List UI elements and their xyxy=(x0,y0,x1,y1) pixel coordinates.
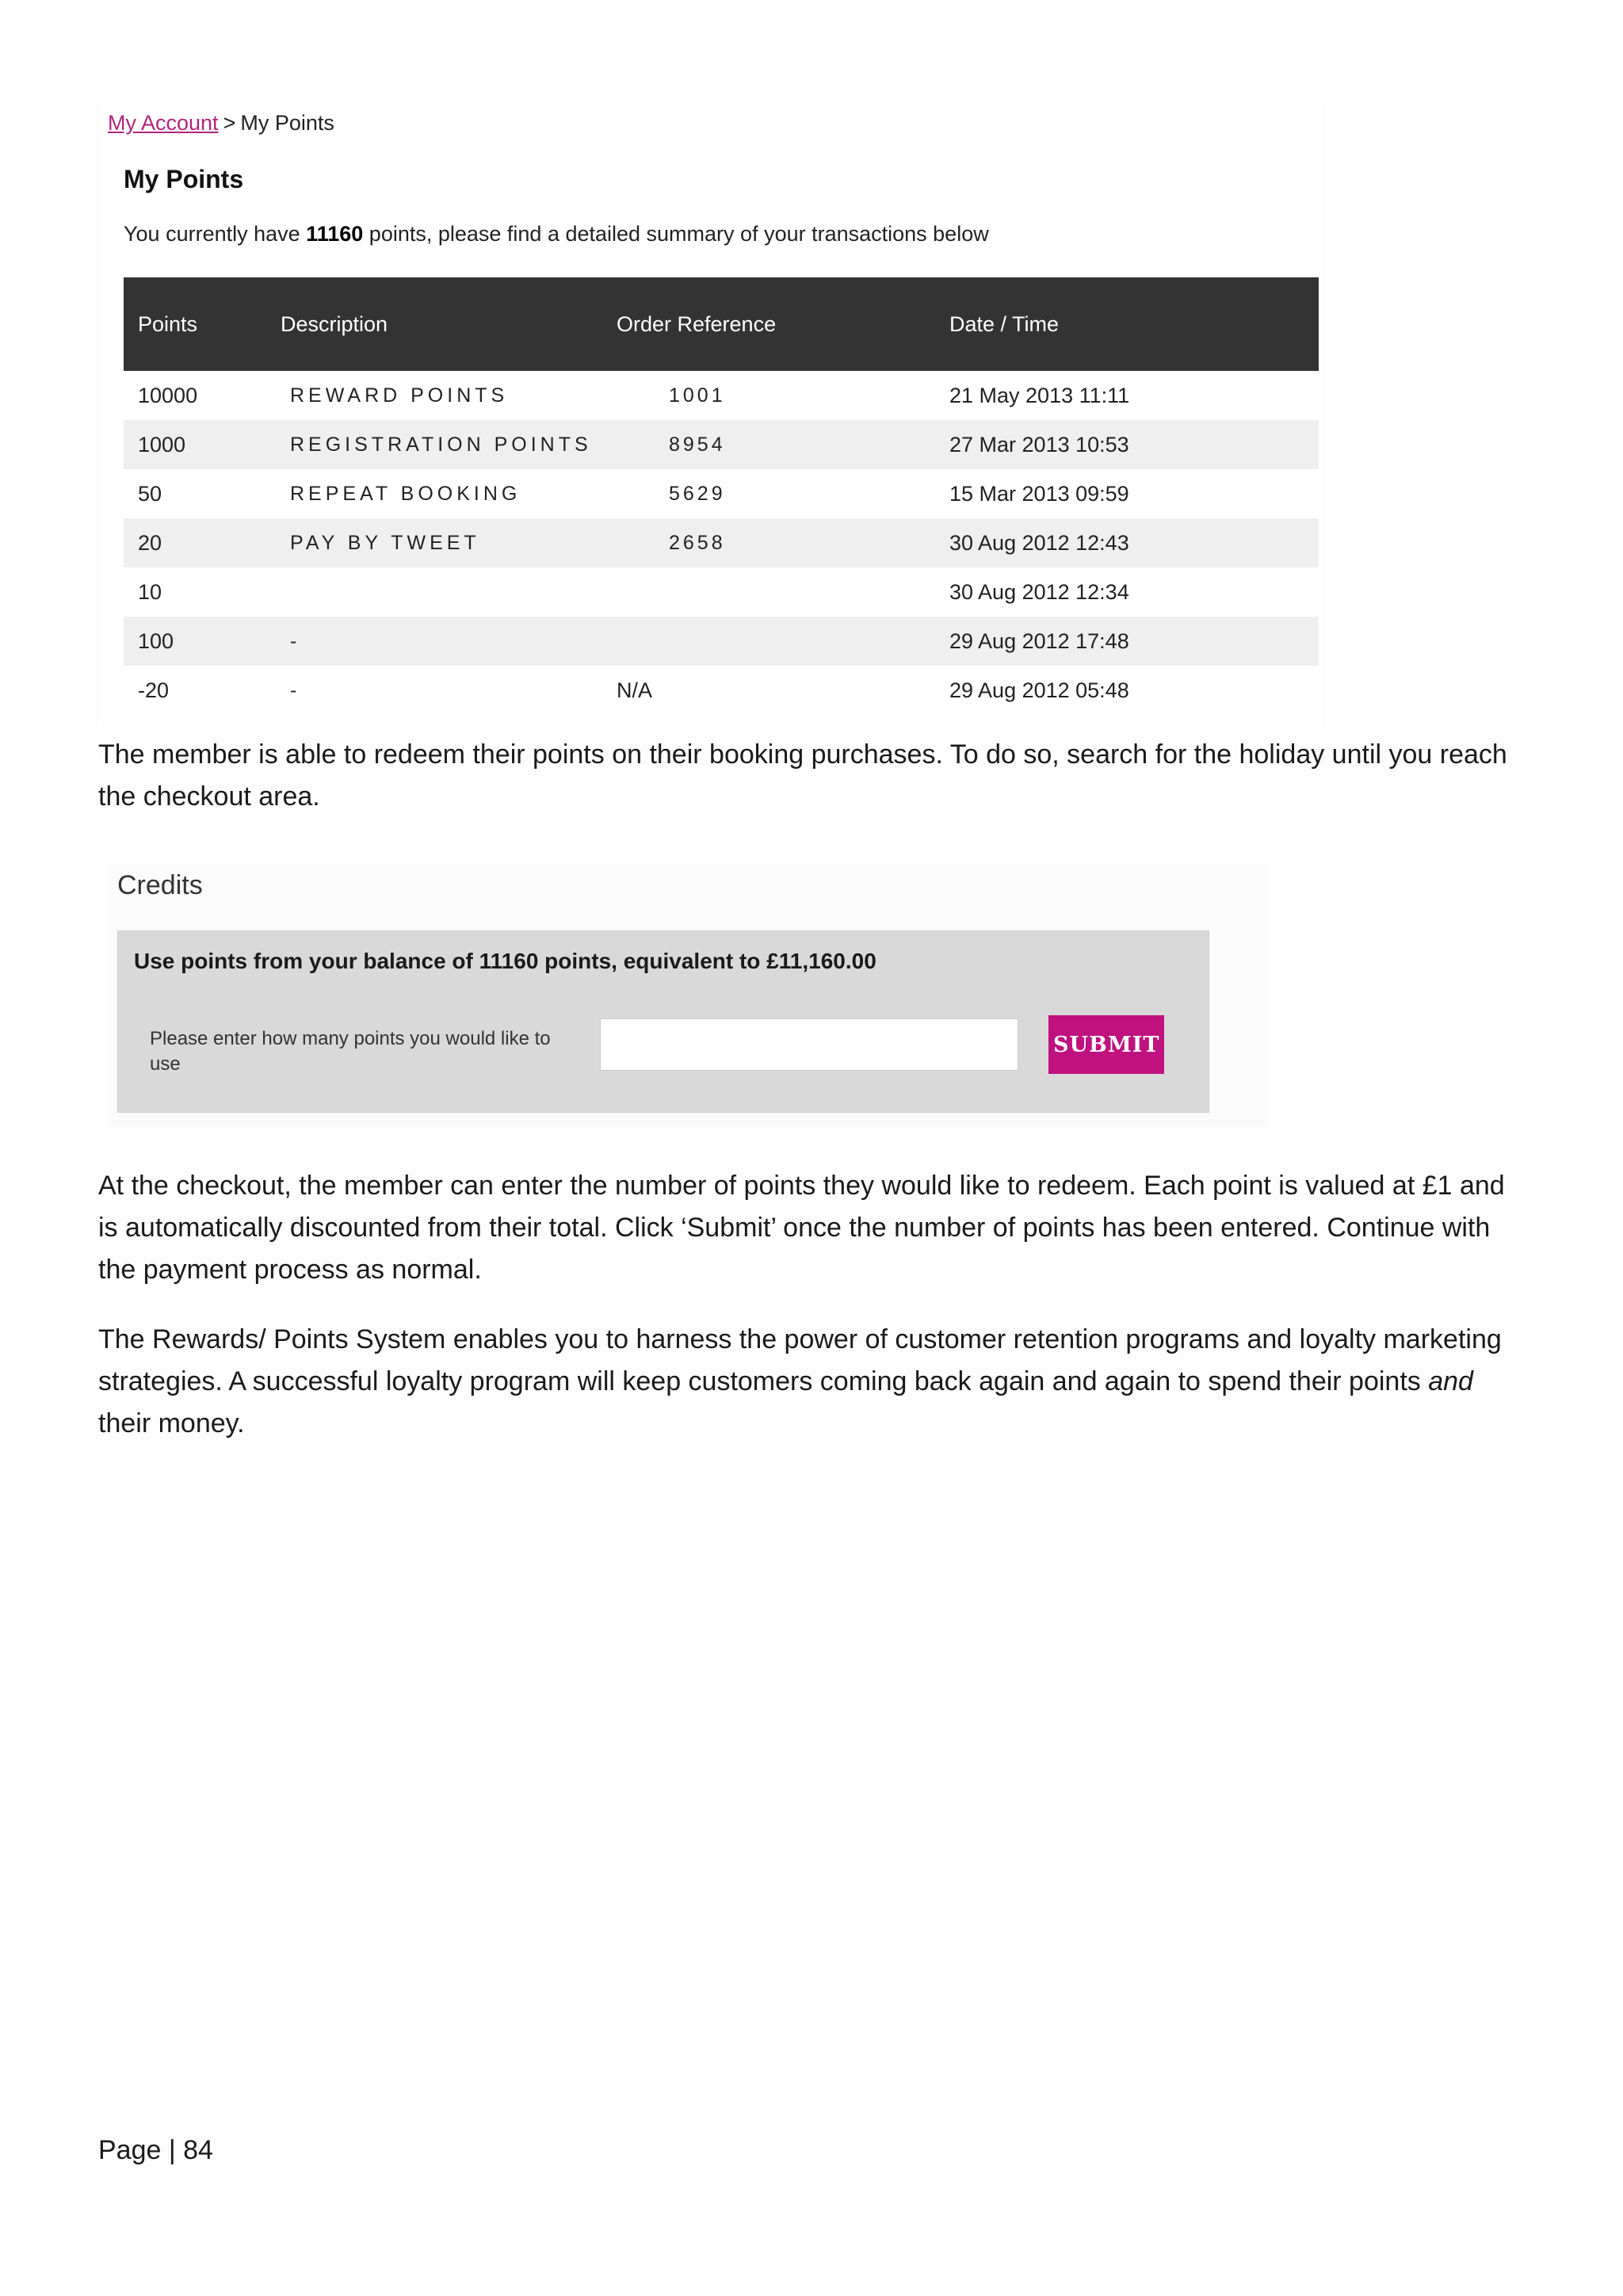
description-cell: REWARD POINTS xyxy=(290,384,509,407)
column-header-points: Points xyxy=(124,277,266,371)
credits-screenshot xyxy=(111,864,1268,1127)
description-cell: REGISTRATION POINTS xyxy=(266,420,602,469)
checkout-paragraph: At the checkout, the member can enter the number of points they would like to redeem. Each point is valued at £1 and is automatically discounted from their total. Click ‘Submit’ once the number of points has been entered. Continue with the payment process as normal. xyxy=(98,1171,1505,1285)
order-reference-cell: 1001 xyxy=(669,384,726,407)
breadcrumb-my-account-link[interactable]: My Account xyxy=(108,111,219,135)
column-header-description: Description xyxy=(266,277,602,371)
table-row xyxy=(124,469,1319,518)
date-time-cell: 29 Aug 2012 05:48 xyxy=(949,678,1129,702)
redeem-intro-paragraph: The member is able to redeem their points on their booking purchases. To do so, search for the holiday until you reach the checkout area. xyxy=(98,739,1507,812)
credits-balance-heading: Use points from your balance of 11160 points, equivalent to £11,160.00 xyxy=(134,949,876,973)
column-header-date-time: Date / Time xyxy=(935,277,1319,371)
my-points-screenshot xyxy=(98,101,1322,728)
summary-suffix: points, please find a detailed summary of your transactions below xyxy=(369,222,989,246)
credits-title: Credits xyxy=(117,870,203,900)
order-reference-cell: 2658 xyxy=(602,518,935,567)
points-input[interactable] xyxy=(600,1018,1018,1071)
description-cell: REPEAT BOOKING xyxy=(290,482,521,505)
points-cell: 1000 xyxy=(124,420,266,469)
table-row xyxy=(124,518,1319,567)
credits-panel xyxy=(117,930,1209,1113)
table-row xyxy=(124,666,1319,715)
date-time-cell: 30 Aug 2012 12:34 xyxy=(949,579,1129,604)
order-reference-cell xyxy=(602,567,935,617)
points-cell: -20 xyxy=(138,678,170,702)
points-summary xyxy=(124,222,989,246)
points-input-label: Please enter how many points you would like to use xyxy=(150,1028,551,1075)
column-header-order-reference: Order Reference xyxy=(602,277,935,371)
points-cell: 10 xyxy=(138,579,162,604)
rewards-text-end: their money. xyxy=(98,1408,245,1438)
date-time-cell: 30 Aug 2012 12:43 xyxy=(935,518,1319,567)
table-row xyxy=(124,371,1319,420)
description-cell: - xyxy=(290,678,301,701)
order-reference-cell xyxy=(602,617,935,666)
table-row xyxy=(124,420,1319,469)
points-cell: 100 xyxy=(124,617,266,666)
page-number: Page | 84 xyxy=(98,2135,213,2165)
order-reference-cell: 5629 xyxy=(669,482,726,505)
points-cell: 20 xyxy=(124,518,266,567)
order-reference-cell: N/A xyxy=(617,678,653,702)
breadcrumb-current: My Points xyxy=(240,111,334,135)
page-title: My Points xyxy=(124,165,244,193)
description-cell: - xyxy=(266,617,602,666)
summary-prefix: You currently have xyxy=(124,222,300,246)
date-time-cell: 29 Aug 2012 17:48 xyxy=(935,617,1319,666)
table-row xyxy=(124,617,1319,666)
table-header-row xyxy=(124,277,1319,371)
points-cell: 10000 xyxy=(138,383,198,407)
description-cell xyxy=(266,567,602,617)
order-reference-cell: 8954 xyxy=(602,420,935,469)
table-row xyxy=(124,567,1319,617)
date-time-cell: 27 Mar 2013 10:53 xyxy=(935,420,1319,469)
rewards-system-paragraph xyxy=(98,1319,1517,1445)
points-table xyxy=(124,277,1319,715)
rewards-text-start: The Rewards/ Points System enables you to harness the power of customer retention programs and loyalty marketing strategies. A successful loyalty program will keep customers coming back again and again to spend their points xyxy=(98,1324,1502,1396)
date-time-cell: 21 May 2013 11:11 xyxy=(949,383,1130,407)
breadcrumb-separator: > xyxy=(223,111,236,135)
points-cell: 50 xyxy=(138,481,162,506)
points-balance: 11160 xyxy=(306,222,364,246)
submit-button[interactable]: SUBMIT xyxy=(1048,1015,1164,1074)
date-time-cell: 15 Mar 2013 09:59 xyxy=(949,481,1129,506)
description-cell: PAY BY TWEET xyxy=(266,518,602,567)
rewards-text-emphasis: and xyxy=(1428,1366,1473,1396)
breadcrumb xyxy=(108,111,334,136)
